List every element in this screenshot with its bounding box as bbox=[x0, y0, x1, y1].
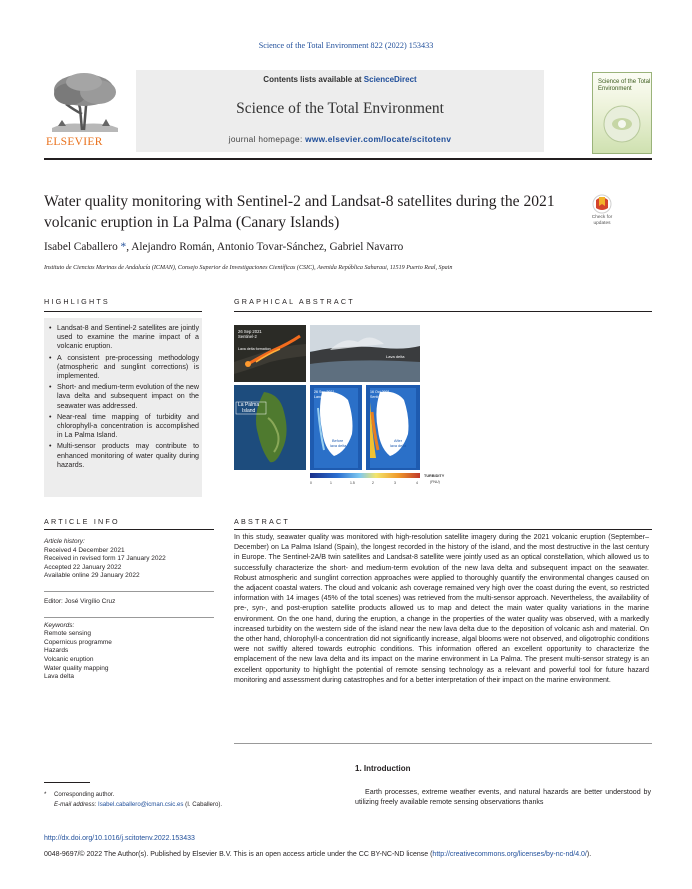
abstract-end-rule bbox=[234, 743, 652, 744]
article-info-rule bbox=[44, 529, 214, 530]
map1-label-1: Before bbox=[332, 439, 344, 443]
article-info-heading: ARTICLE INFO bbox=[44, 517, 120, 526]
corresponding-note: * Corresponding author. bbox=[44, 791, 115, 798]
online-date: Available online 29 January 2022 bbox=[44, 572, 140, 580]
colorbar-tick: 1.5 bbox=[350, 481, 355, 485]
colorbar-tick: 4 bbox=[416, 481, 418, 485]
header-rule bbox=[44, 158, 652, 160]
highlights-heading: HIGHLIGHTS bbox=[44, 297, 110, 306]
graphical-abstract-figure bbox=[234, 322, 454, 487]
editor: Editor: José Virgílio Cruz bbox=[44, 597, 116, 605]
highlight-item: • Landsat-8 and Sentinel-2 satellites are jointly used to examine the marine impact of a volcanic eruption. bbox=[49, 324, 199, 352]
license-link[interactable]: http://creativecommons.org/licenses/by-nc-nd/4.0/ bbox=[432, 851, 587, 858]
homepage-link[interactable]: www.elsevier.com/locate/scitotenv bbox=[305, 134, 452, 144]
journal-banner bbox=[44, 70, 652, 160]
keywords-label: Keywords: bbox=[44, 621, 75, 629]
author-email-link[interactable]: Isabel.caballero@icman.csic.es bbox=[98, 800, 184, 808]
map1-date: 26 Sep 2021 bbox=[314, 390, 335, 394]
colorbar-tick: 3 bbox=[394, 481, 396, 485]
affiliation: Instituto de Ciencias Marinas de Andalucía (ICMAN), Consejo Superior de Investigaciones Científicas (CSIC), Avenida República Saharaui, 11519 Puerto Real, Spain bbox=[44, 265, 453, 271]
check-for-updates-icon[interactable] bbox=[582, 193, 622, 233]
map2-sensor: Sentinel-2 bbox=[370, 395, 387, 399]
panel1-label: Lava delta formation bbox=[238, 347, 271, 351]
journal-cover bbox=[592, 72, 652, 154]
colorbar-tick: 1 bbox=[330, 481, 332, 485]
contents-line: Contents lists available at ScienceDirect bbox=[263, 75, 417, 84]
cover-globe-icon bbox=[601, 103, 643, 145]
keyword: Volcanic eruption bbox=[44, 655, 94, 663]
highlights-box bbox=[44, 318, 202, 497]
keyword: Lava delta bbox=[44, 673, 74, 681]
accepted-date: Accepted 22 January 2022 bbox=[44, 563, 122, 571]
colorbar-tick: 2 bbox=[372, 481, 374, 485]
license-line: 0048-9697/© 2022 The Author(s). Published by Elsevier B.V. This is an open access article under the CC BY-NC-ND license (http://creativecommons.org/licenses/by-nc-nd/4.0/). bbox=[44, 851, 592, 858]
corresponding-author-mark[interactable]: * bbox=[120, 241, 127, 253]
received-date: Received 4 December 2021 bbox=[44, 546, 125, 554]
footnote bbox=[44, 790, 324, 809]
highlight-item: • Near-real time mapping of turbidity and chlorophyll-a concentration is accomplished in La Palma Island. bbox=[49, 413, 199, 441]
graphical-abstract-rule bbox=[234, 311, 652, 312]
keyword: Hazards bbox=[44, 647, 69, 655]
colorbar-unit: (FNU) bbox=[430, 480, 440, 484]
email-note: E-mail address: Isabel.caballero@icman.csic.es (I. Caballero). bbox=[54, 800, 223, 808]
sciencedirect-link[interactable]: ScienceDirect bbox=[363, 75, 417, 84]
abstract-heading: ABSTRACT bbox=[234, 517, 290, 526]
abstract-text: In this study, seawater quality was monitored with high-resolution satellite imagery during the 2021 volcanic eruption (September–December) on La Palma Island (Spain), the longest recorded in the history of the island, and the most destructive in the last century in Europe. The Sentinel-2A/B twin satellites and Landsat-8 satellite were jointly used as an optical constellation, which allowed us to successfully characterize the short- and medium-term evolution of the new lava delta and subsequent impact on the seawater. Robust atmospheric and sunglint correction approaches were applied to thoroughly quantify the environmental changes caused on the adjacent coastal waters. The cloud and volcanic ash coverage remained very high over the coast during the event, so restricted information with 14 images (45% of the total scenes) was retrieved from the multi-sensor approach. Nevertheless, the availability of pre-, syn-, and post-eruption satellite products allowed us to map and detect the main water quality variations in the marine environment. On the one hand, during the eruption, a change in the properties of the water quality was observed, with a markedly increased turbidity on the western side of the island near the new lava delta due to the deposition of volcanic ash and material. On the other hand, chlorophyll-a concentration did not significantly increase, algal blooms were not observed, and oligotrophic conditions were not swiftly altered towards eutrophic conditions. This information offered an excellent opportunity to characterize the emplacement of the new lava delta and its impact on the marine environment in La Palma. The present multi-sensor strategy is an excellent opportunity to highlight the potential of remote sensing technology as a relevant and powerful tool for future hazard monitoring and assessment during catastrophes and for a better interpretation of their impact on the marine environment. bbox=[234, 534, 649, 684]
journal-homepage: journal homepage: www.elsevier.com/locate/scitotenv bbox=[228, 134, 452, 144]
island-label-1: La Palma bbox=[238, 402, 260, 408]
journal-citation[interactable]: Science of the Total Environment 822 (2022) 153433 bbox=[258, 41, 434, 50]
colorbar-title: TURBIDITY bbox=[424, 474, 445, 478]
panel1-sensor: Sentinel-2 bbox=[238, 334, 257, 339]
doi-link[interactable]: http://dx.doi.org/10.1016/j.scitotenv.2022.153433 bbox=[44, 835, 195, 842]
graphical-abstract-heading: GRAPHICAL ABSTRACT bbox=[234, 297, 355, 306]
check-for-updates-label[interactable]: Check for updates bbox=[591, 215, 613, 226]
map1-label-2: lava delta bbox=[330, 444, 347, 448]
article-history-label: Article history: bbox=[44, 538, 85, 545]
abstract-rule bbox=[234, 529, 652, 530]
revised-date: Received in revised form 17 January 2022 bbox=[44, 555, 166, 563]
panel1-date: 26 Sep 2021 bbox=[238, 329, 262, 334]
keyword: Remote sensing bbox=[44, 630, 91, 638]
turbidity-colorbar bbox=[310, 473, 420, 478]
introduction-heading: 1. Introduction bbox=[355, 764, 411, 773]
colorbar-tick: 0 bbox=[310, 481, 312, 485]
island-label-2: Island bbox=[242, 408, 256, 414]
highlights-list bbox=[49, 324, 199, 472]
article-title: Water quality monitoring with Sentinel-2 and Landsat-8 satellites during the 2021 volcanic eruption in La Palma (Canary Islands) bbox=[44, 193, 555, 231]
article-info-separator bbox=[44, 581, 214, 592]
masthead bbox=[136, 70, 544, 152]
author-list: Isabel Caballero *, Alejandro Román, Antonio Tovar-Sánchez, Gabriel Navarro bbox=[44, 241, 404, 253]
highlight-item: • Multi-sensor products may contribute to enhanced monitoring of water quality during hazards. bbox=[49, 442, 199, 470]
panel2-label: Lava delta bbox=[386, 354, 405, 359]
map2-label-1: After bbox=[394, 439, 403, 443]
footnote-rule bbox=[44, 782, 90, 783]
elsevier-wordmark: ELSEVIER bbox=[46, 136, 103, 148]
highlight-item: • Short- and medium-term evolution of the new lava delta and subsequent impact on the seawater was addressed. bbox=[49, 383, 199, 411]
map2-label-2: lava delta bbox=[390, 444, 407, 448]
map2-date: 16 Oct 2021 bbox=[370, 390, 390, 394]
article-info bbox=[44, 538, 214, 682]
highlights-rule bbox=[44, 311, 202, 312]
keyword: Copernicus programme bbox=[44, 638, 112, 646]
introduction-text: Earth processes, extreme weather events, and natural hazards are better understood by utilizing freely available remote sensing observations thanks bbox=[355, 788, 651, 807]
cover-title: Science of the Total Environment bbox=[598, 79, 651, 92]
map1-sensor: Landsat-8 bbox=[314, 395, 330, 399]
article-info-separator bbox=[44, 607, 214, 618]
keyword: Water quality mapping bbox=[44, 664, 109, 672]
highlight-item: • A consistent pre-processing methodology (atmospheric and sunglint corrections) is implemented. bbox=[49, 354, 199, 382]
journal-title: Science of the Total Environment bbox=[236, 100, 444, 117]
